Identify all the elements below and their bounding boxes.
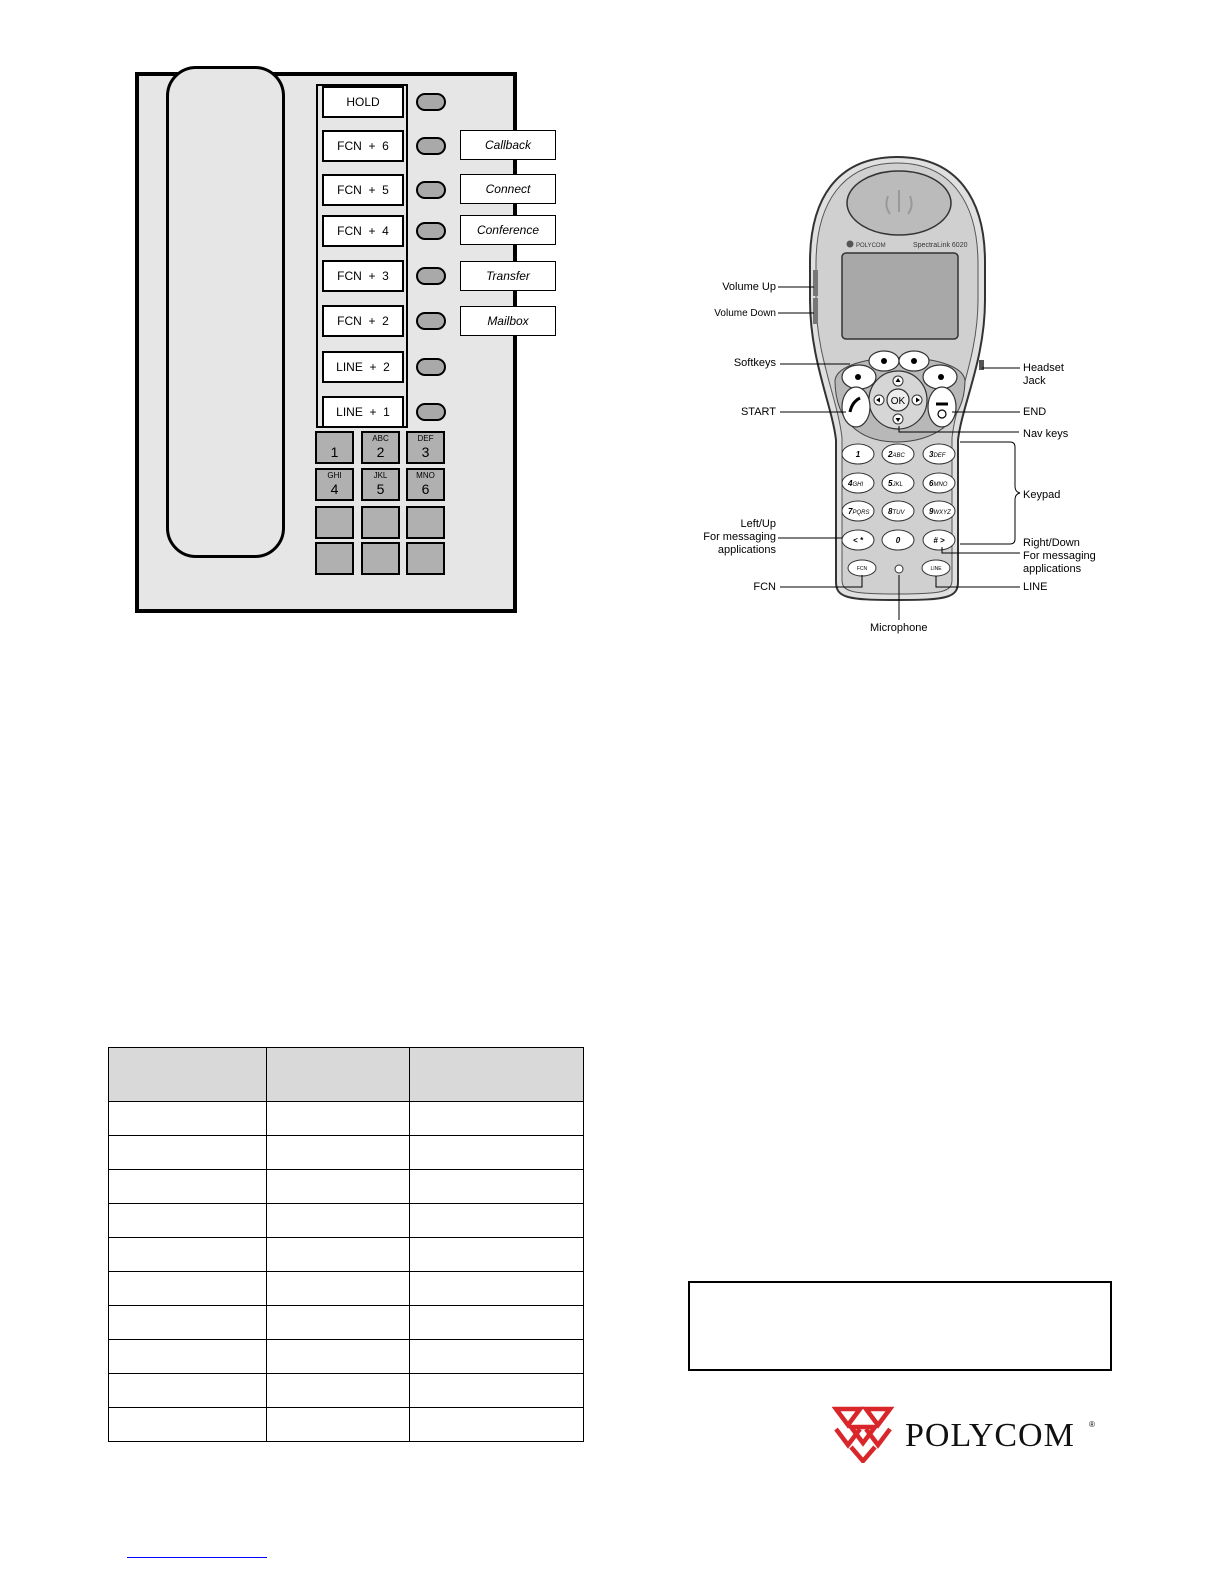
- handset-key-label: 1: [855, 450, 861, 459]
- line-1-key: LINE + 1: [322, 396, 404, 428]
- table-header-cell: [267, 1048, 410, 1102]
- fcn-key-label: FCN: [856, 566, 868, 572]
- fcn-3-key: FCN + 3: [322, 260, 404, 292]
- handset-key-label: 9WXYZ: [929, 507, 951, 516]
- start-key: [842, 387, 870, 427]
- right-down-callout: Right/Down For messaging applications: [1023, 537, 1096, 575]
- handset-key-label: 5JKL: [888, 479, 903, 488]
- connect-label: Connect: [460, 174, 556, 204]
- end-callout: END: [1023, 406, 1047, 418]
- table-row: [109, 1340, 584, 1374]
- wireless-handset-diagram: [0, 0, 1225, 700]
- handset-key-label: # >: [933, 536, 945, 545]
- dial-key-2: ABC 2: [361, 431, 400, 464]
- handset-key-label: 7PQRS: [848, 507, 870, 516]
- line-2-key: LINE + 2: [322, 351, 404, 383]
- end-key: [928, 387, 956, 427]
- table-header-cell: [410, 1048, 584, 1102]
- dial-key-5: JKL 5: [361, 468, 400, 501]
- volume-up-button: [813, 270, 818, 296]
- table-row: [109, 1238, 584, 1272]
- footer-link-underline[interactable]: [127, 1557, 267, 1558]
- table-row: [109, 1272, 584, 1306]
- table-row: [109, 1204, 584, 1238]
- polycom-logo-icon: [832, 1405, 896, 1463]
- softkeys-callout: Softkeys: [733, 357, 776, 369]
- table-row: [109, 1170, 584, 1204]
- dial-key-6: MNO 6: [406, 468, 445, 501]
- brand-mark-icon: [847, 241, 854, 248]
- table-header-row: [109, 1048, 584, 1102]
- handset-key-label: 4GHI: [848, 479, 864, 488]
- table-row: [109, 1374, 584, 1408]
- dial-key-3: DEF 3: [406, 431, 445, 464]
- volume-down-button: [813, 298, 818, 324]
- handset-key-label: 6MNO: [929, 479, 948, 488]
- microphone: [895, 565, 903, 573]
- table-row: [109, 1102, 584, 1136]
- blank-info-table: [108, 1047, 584, 1442]
- keypad-callout: Keypad: [1023, 489, 1061, 501]
- line-callout: LINE: [1023, 581, 1048, 593]
- handset-model: SpectraLink 6020: [913, 242, 968, 249]
- dial-key-4: GHI 4: [315, 468, 354, 501]
- hold-key: HOLD: [322, 86, 404, 118]
- note-box: [688, 1281, 1112, 1371]
- display-screen: [842, 253, 958, 339]
- table-header-cell: [109, 1048, 267, 1102]
- table-row: [109, 1136, 584, 1170]
- table-row: [109, 1408, 584, 1442]
- dial-key-1: 1: [315, 431, 354, 464]
- handset-brand: POLYCOM: [856, 243, 886, 249]
- fcn-4-key: FCN + 4: [322, 215, 404, 247]
- transfer-label: Transfer: [460, 261, 556, 291]
- fcn-callout: FCN: [753, 581, 776, 593]
- mailbox-label: Mailbox: [460, 306, 556, 336]
- start-callout: START: [740, 406, 776, 418]
- table-row: [109, 1306, 584, 1340]
- line-key-label: LINE: [930, 566, 942, 572]
- microphone-callout: Microphone: [870, 622, 928, 634]
- callback-label: Callback: [460, 130, 556, 160]
- fcn-6-key: FCN + 6: [322, 130, 404, 162]
- volume-down-callout: Volume Down: [714, 308, 776, 319]
- volume-up-callout: Volume Up: [722, 281, 776, 293]
- handset-key-label: 0: [895, 536, 901, 545]
- fcn-5-key: FCN + 5: [322, 174, 404, 206]
- ok-label: OK: [890, 396, 906, 407]
- conference-label: Conference: [460, 215, 556, 245]
- left-up-callout: Left/Up For messaging applications: [703, 518, 776, 556]
- nav-keys-callout: Nav keys: [1023, 428, 1069, 440]
- fcn-2-key: FCN + 2: [322, 305, 404, 337]
- polycom-logo-text: POLYCOM: [905, 1417, 1075, 1454]
- headset-jack-callout: Headset Jack: [1023, 362, 1064, 387]
- handset-key-label: < *: [852, 536, 864, 545]
- registered-mark: ®: [1089, 1420, 1095, 1429]
- handset-key-label: 8TUV: [888, 507, 905, 516]
- handset-key-label: 2ABC: [888, 450, 905, 459]
- handset-key-label: 3DEF: [929, 450, 946, 459]
